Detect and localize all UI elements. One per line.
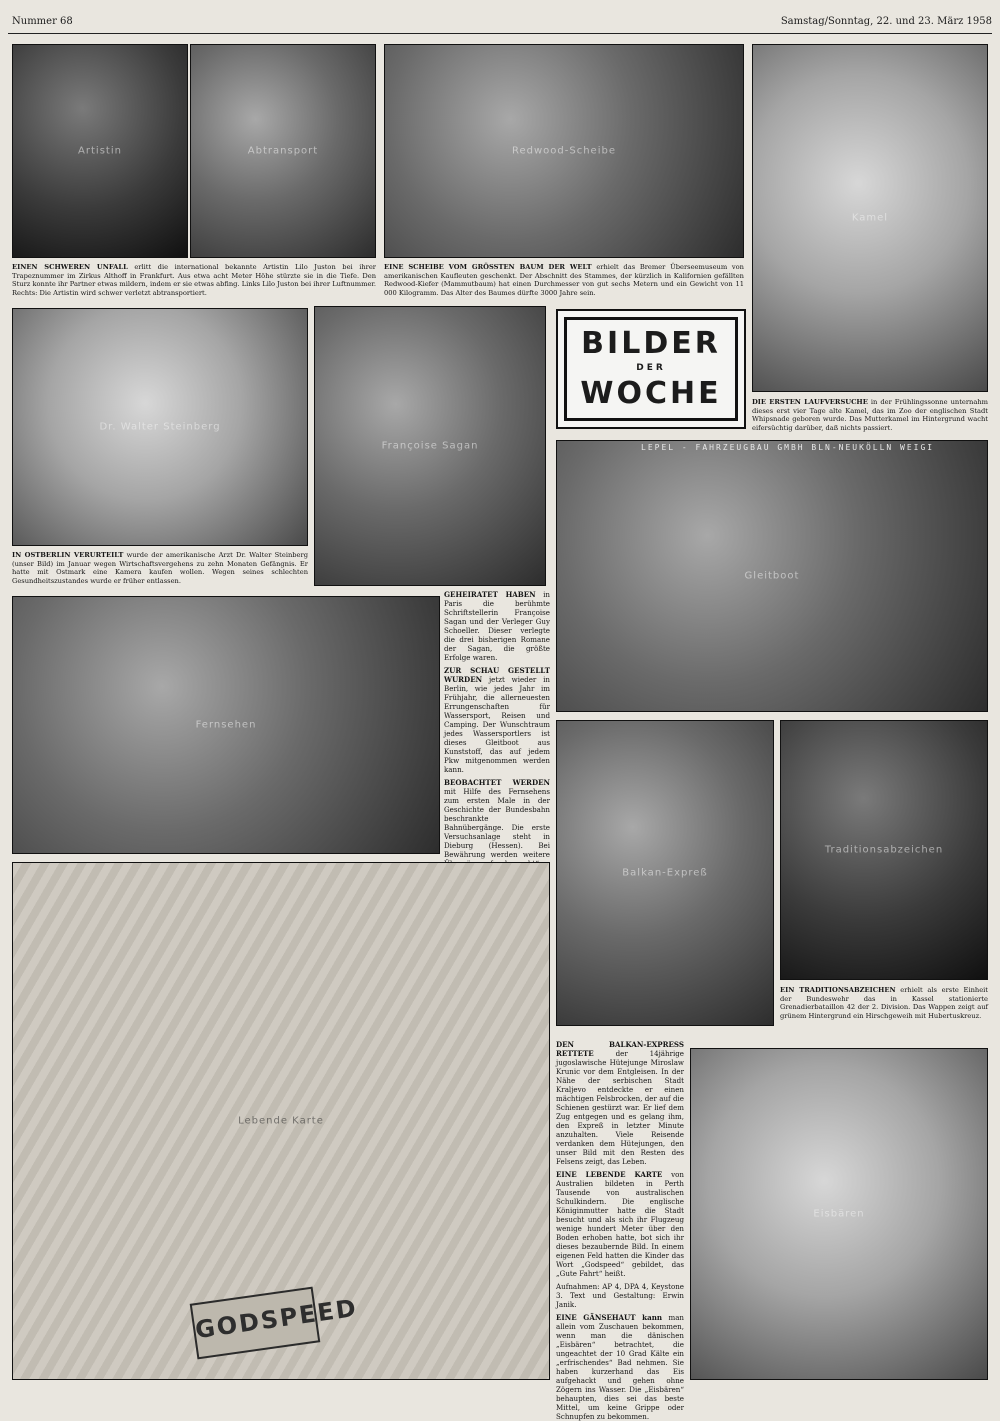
tv-monitor-photo: Fernsehen xyxy=(12,596,440,854)
photo-credits: Aufnahmen: AP 4, DPA 4, Keystone 3. Text und Gestaltung: Erwin Janik. xyxy=(556,1282,684,1309)
camel-caption: DIE ERSTEN LAUFVERSUCHE in der Frühlingssonne unternahm dieses erst vier Tage alte Kamel, das im Zoo der englischen Stadt Whipsnade geboren wurde. Das Mutterkamel im Hintergrund wacht eifersüchtig darüber, daß nichts passiert. xyxy=(752,398,988,432)
godspeed-field: GODSPEED xyxy=(190,1287,321,1360)
living-map-aerial-photo: Lebende Karte GODSPEED xyxy=(12,862,550,1380)
doctor-caption: IN OSTBERLIN VERURTEILT wurde der amerikanische Arzt Dr. Walter Steinberg (unser Bild) im Januar wegen Wirtschaftsvergehens zu zehn Monaten Gefängnis. Er hatte mit Ostmark eine Kamera kaufen wollen. Wegen seines schlechten Gesundheitszustandes wurde er früher entlassen. xyxy=(12,551,308,585)
trapeze-caption: EINEN SCHWEREN UNFALL erlitt die international bekannte Artistin Lilo Juston bei ihrer Trapeznummer im Zirkus Althoff in Frankfurt. Aus etwa acht Meter Höhe stürzte sie in die Tiefe. Den Sturz konnte ihr Partner etwas mildern, indem er sie etwas abfing. Links Lilo Juston bei ihrer Luftnummer. Rechts: Die Artistin wird schwer verletzt abtransportiert. xyxy=(12,263,376,297)
tree-caption: EINE SCHEIBE VOM GRÖSSTEN BAUM DER WELT erhielt das Bremer Überseemuseum von amerikanischen Kaufleuten geschenkt. Der Abschnitt des Stammes, der kürzlich in Kalifornien gefällten Redwood-Kiefer (Mammutbaum) hat einen Durchmesser von gut sechs Metern und ein Gewicht von 11 000 Kilogramm. Das Alter des Baumes dürfte 3000 Jahre sein. xyxy=(384,263,744,297)
map-article: EINE LEBENDE KARTE von Australien bildeten in Perth Tausende von australischen Schulkindern. Die englische Königinmutter hatte die Stadt besucht und als sich ihr Flugzeug wenige hundert Meter über den Boden erhoben hatte, bot sich ihr dieses bezaubernde Bild. In einem eigenen Feld hatten die Kinder das Wort „Godspeed“ gebildet, das „Gute Fahrt“ heißt. xyxy=(556,1170,684,1278)
goose-article: EINE GÄNSEHAUT kann man allein vom Zuschauen bekommen, wenn man die dänischen „Eisbären“ betrachtet, die ungeachtet der 10 Grad Kälte ein „erfrischendes“ Bad nehmen. Sie haben kurzerhand das Eis aufgehackt und gehen ohne Zögern ins Wasser. Die „Eisbären“ behaupten, dies sei das beste Mittel, um keine Grippe oder Schnupfen zu bekommen. xyxy=(556,1313,684,1421)
gleitboot-photo: LEPEL - FAHRZEUGBAU GMBH BLN-NEUKÖLLN WEIGI Gleitboot xyxy=(556,440,988,712)
boat-article: ZUR SCHAU GESTELLT WURDEN jetzt wieder in Berlin, wie jedes Jahr im Frühjahr, die allerneuesten Errungenschaften für Wassersport, Reisen und Camping. Der Wunschtraum jedes Wassersportlers ist dieses Gleitboot aus Kunststoff, das auf jedem Pkw mitgenommen werden kann. xyxy=(444,666,550,774)
middle-text-column xyxy=(444,590,550,859)
officer-caption: EIN TRADITIONSABZEICHEN erhielt als erste Einheit der Bundeswehr das in Kassel stationierte Grenadierbataillon 42 der 2. Division. Das Wappen zeigt auf grünem Hintergrund ein Hirschgeweih mit Hubertuskreuz. xyxy=(780,986,988,1020)
issue-date: Samstag/Sonntag, 22. und 23. März 1958 xyxy=(780,16,992,27)
lower-text-column xyxy=(556,1040,684,1421)
sagan-article: GEHEIRATET HABEN in Paris die berühmte Schriftstellerin Françoise Sagan und der Verleger Guy Schoeller. Dieser verlegte die drei bisherigen Romane der Sagan, die größte Erfolge waren. xyxy=(444,590,550,662)
page-header xyxy=(8,10,992,34)
officer-photo: Traditionsabzeichen xyxy=(780,720,988,980)
railway-photo: Balkan-Expreß xyxy=(556,720,774,1026)
transport-photo: Abtransport xyxy=(190,44,376,258)
ice-bathers-photo: Eisbären xyxy=(690,1048,988,1380)
bilder-der-woche-logo: BILDER DER WOCHE xyxy=(556,309,746,429)
doctor-photo: Dr. Walter Steinberg xyxy=(12,308,308,546)
camel-photo: Kamel xyxy=(752,44,988,392)
issue-number: Nummer 68 xyxy=(12,16,73,27)
wedding-photo: Françoise Sagan xyxy=(314,306,546,586)
trapeze-photo: Artistin xyxy=(12,44,188,258)
tv-article: BEOBACHTET WERDEN mit Hilfe des Fernsehens zum ersten Male in der Geschichte der Bundesbahn beschrankte Bahnübergänge. Die erste Versuchsanlage steht in Dieburg (Hessen). Bei Bewährung werden weitere xyxy=(444,778,550,859)
tree-slice-photo: Redwood-Scheibe xyxy=(384,44,744,258)
balkan-article: DEN BALKAN-EXPRESS RETTETE der 14jährige jugoslawische Hütejunge Miroslaw Krunic vor dem Entgleisen. In der Nähe der serbischen Stadt Kraljevo entdeckte er einen mächtigen Felsbrocken, der auf die Schienen gestürzt war. Er lief dem Zug entgegen und es gelang ihm, den Expreß in letzter Minute anzuhalten. Viele Reisende verdanken dem Hütejungen, den unser Bild mit den Resten des Felsens zeigt, das Leben. xyxy=(556,1040,684,1166)
